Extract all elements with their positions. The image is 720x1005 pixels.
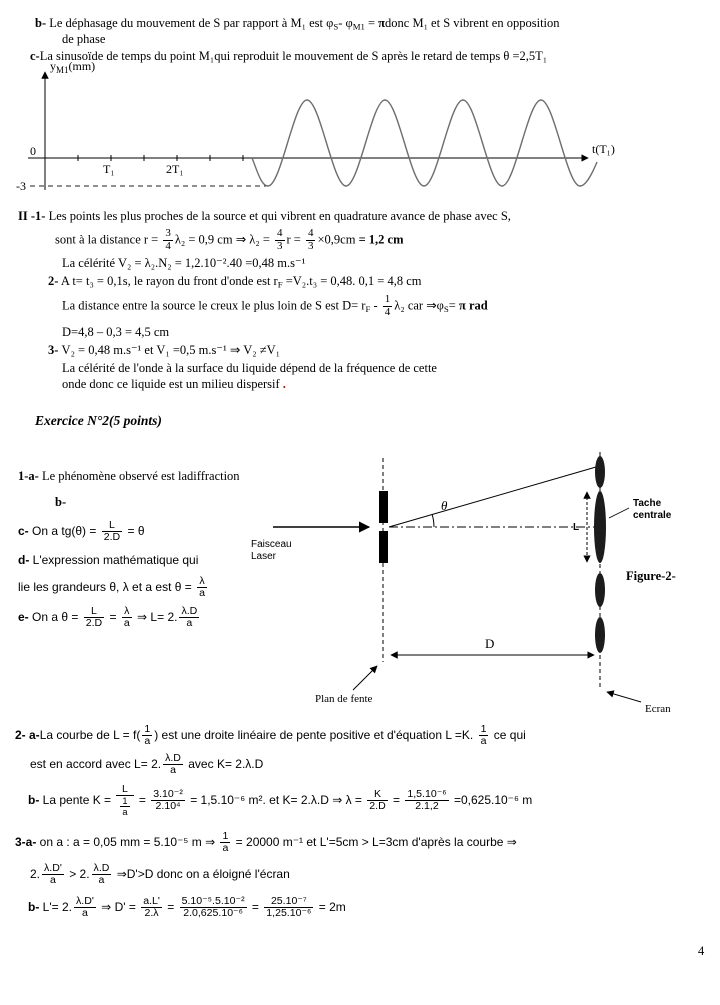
text-segment: 2- (48, 274, 59, 288)
ecran-label: Ecran (645, 703, 671, 715)
text-segment: = 2m (315, 900, 346, 915)
fraction-numerator: L (108, 519, 115, 531)
text-segment: 3- (48, 343, 62, 357)
fraction (179, 606, 199, 630)
text-segment: sont à la distance r = (55, 232, 162, 247)
fraction-numerator: 4 (307, 227, 314, 239)
text-segment: ×0,9cm (317, 232, 356, 247)
fraction (42, 863, 64, 887)
fraction-denominator: a (222, 842, 229, 855)
text-segment: A t= t₃ = 0,1s, le rayon du front d'onde est r (58, 274, 278, 288)
fraction-numerator: 3 (165, 227, 171, 239)
fraction-numerator: λ.D (165, 752, 181, 764)
diffraction-spot-lower-1 (595, 573, 605, 607)
figure-2-diffraction-diagram (243, 450, 710, 722)
text-segment: ⇒ L= 2. (133, 610, 178, 625)
text-segment: La pente K = (42, 792, 115, 807)
fraction-numerator: 1,5.10⁻⁶ (407, 787, 447, 800)
text-segment: M1 (352, 21, 365, 32)
line-3b (28, 896, 346, 920)
text-segment: La célérité de l'onde à la surface du liquide dépend de la fréquence de cette (62, 361, 437, 375)
fraction-numerator: 1 (122, 796, 128, 807)
fraction-denominator: 2.0,625.10⁻⁶ (180, 907, 247, 919)
fraction (122, 606, 132, 630)
text-segment: ⇒D'>D donc on a éloigné l'écran (113, 867, 290, 882)
fraction-denominator: a (144, 735, 151, 748)
fraction (163, 753, 183, 777)
fraction-denominator: 4 (165, 239, 171, 252)
text-segment: ⇒ D' = (97, 900, 140, 915)
text-segment: = (364, 16, 379, 30)
theta-label: θ (441, 498, 448, 513)
text-segment: La sinusoïde de temps du point M₁qui reproduit le mouvement de S après le retard de temps θ =2,5T₁ (39, 49, 548, 63)
text-segment: On a tg(θ) = (32, 524, 100, 539)
fraction (151, 789, 185, 813)
fraction-numerator: 4 (277, 227, 283, 239)
wave-curve (252, 100, 597, 186)
text-segment: La courbe de L = f( (39, 728, 141, 743)
fraction (141, 896, 162, 920)
fraction-numerator: 3.10⁻² (153, 787, 183, 800)
text-segment: L'= 2. (42, 900, 72, 915)
fraction (220, 831, 230, 855)
text-segment: =V₂.t₃ = 0,48. 0,1 = 4,8 cm (282, 274, 422, 288)
fraction-denominator: 2.10⁴ (151, 800, 185, 812)
fraction-denominator: 1,25.10⁻⁶ (266, 907, 312, 920)
text-segment: =0,625.10⁻⁶ m (450, 792, 533, 807)
text-segment: π rad (458, 298, 488, 313)
fraction-denominator: 2.D (369, 800, 386, 813)
slit-bar-top (379, 491, 388, 523)
line-b-dephasage (35, 16, 560, 33)
fraction-denominator: 2.1,2 (405, 800, 448, 812)
diffraction-spot-central (594, 491, 606, 563)
text-segment: c- (18, 524, 33, 539)
tache-pointer-line (609, 508, 629, 518)
fraction-denominator (116, 795, 133, 817)
text-segment: > 2. (65, 867, 90, 882)
fraction-numerator: λ (124, 605, 130, 617)
text-segment: r = (286, 232, 304, 247)
fraction-numerator: a.L' (143, 895, 160, 907)
fraction (92, 863, 112, 887)
text-segment: b- (35, 16, 50, 30)
text-segment: Le phénomène observé est ladiffraction (38, 469, 240, 483)
D-label: D (485, 636, 495, 651)
fraction (383, 294, 393, 319)
fraction-denominator: 3 (277, 239, 283, 252)
minus3-label: -3 (16, 179, 26, 193)
text-segment: on a : a = 0,05 mm = 5.10⁻⁵ m ⇒ (36, 835, 219, 850)
fraction-numerator: λ.D' (76, 895, 94, 907)
text-segment: Exercice N°2(5 points) (35, 413, 162, 428)
text-segment: de phase (62, 32, 106, 46)
L-label: L (573, 522, 580, 533)
text-segment: La célérité V₂ = λ₂.N₂ = 1,2.10⁻².40 =0,48 m.s⁻¹ (62, 256, 306, 270)
text-segment: b- (28, 900, 43, 915)
line-de-phase (62, 32, 105, 48)
text-segment: ce qui (490, 728, 526, 743)
fraction (306, 228, 316, 253)
fraction-numerator: 1 (480, 723, 487, 735)
page-number: 4 (698, 944, 705, 958)
line-3a (15, 831, 517, 855)
tick-label-t1: T₁ (103, 162, 115, 176)
plan-de-fente-arrow (353, 666, 377, 690)
faisceau-label-1: Faisceau (251, 539, 292, 550)
fraction (264, 896, 313, 920)
line-ii-1 (18, 209, 511, 225)
figure-2-caption: Figure-2- (626, 569, 676, 583)
fraction-denominator: 2.D (103, 531, 121, 544)
line-ii-1b (55, 228, 404, 253)
diffraction-spot-lower-2 (595, 617, 605, 653)
fraction-numerator: λ (199, 575, 205, 587)
line-ii-2c (62, 325, 169, 341)
fraction (116, 784, 133, 817)
text-segment: = 20000 m⁻¹ et L'=5cm > L=3cm d'après la courbe ⇒ (232, 835, 517, 850)
theta-angle-arc (432, 514, 434, 527)
text-segment: λ₂ car ⇒φ (394, 298, 444, 313)
text-segment: onde donc ce liquide est un milieu dispersif (62, 377, 283, 391)
y-axis-label: $y_{M1}(mm)$ (50, 59, 96, 75)
fraction-denominator: 2.λ (141, 907, 162, 919)
text-segment: ) est une droite linéaire de pente positive et d'équation L =K. (154, 728, 477, 743)
fraction-numerator: 1 (384, 293, 391, 305)
ecran-arrow (607, 692, 641, 702)
text-segment: donc M₁ et S vibrent en opposition (385, 16, 560, 30)
line-1c (18, 520, 145, 544)
text-segment: = (135, 792, 150, 807)
text-segment: . (282, 377, 286, 391)
plan-de-fente-label: Plan de fente (315, 693, 373, 705)
line-ii-3b (62, 361, 437, 377)
fraction (102, 520, 122, 544)
line-1a (18, 469, 240, 485)
text-segment: = (389, 792, 404, 807)
slit-bar-bottom (379, 531, 388, 563)
x-axis-label: t(T₁) (592, 142, 615, 156)
text-segment: λ₂ = 0,9 cm ⇒ λ₂ = (174, 232, 274, 247)
fraction (142, 724, 152, 748)
fraction (84, 606, 104, 630)
fraction (367, 789, 387, 813)
tick-label-2t1: 2T₁ (166, 162, 184, 176)
text-segment: 2. (30, 867, 41, 882)
text-segment: La distance entre la source le creux le plus loin de S est D= r (62, 298, 366, 313)
text-segment: = (448, 298, 459, 313)
text-segment: 3-a- (15, 835, 37, 850)
text-segment: 2- a- (15, 728, 40, 743)
fraction-denominator: a (74, 907, 96, 919)
fraction-denominator: a (42, 874, 64, 886)
fraction-numerator: L (90, 605, 97, 617)
heading-exercice-2 (35, 413, 162, 430)
line-ii-2 (48, 274, 421, 291)
fraction (120, 796, 129, 817)
line-1e (18, 606, 201, 630)
fraction-denominator: 3 (307, 239, 314, 252)
fraction-numerator: K (373, 787, 382, 800)
line-1d (18, 553, 198, 568)
fraction-denominator: a (480, 735, 487, 748)
text-segment: - φ (338, 16, 353, 30)
diffraction-angle-line (389, 467, 596, 527)
fraction-denominator: a (92, 874, 112, 886)
fraction-denominator: a (179, 617, 199, 629)
fraction-numerator: 5.10⁻⁵.5.10⁻² (181, 895, 245, 907)
fraction-numerator: 1 (222, 830, 229, 842)
tache-centrale-label-1: Tache (633, 498, 662, 509)
fraction (163, 228, 173, 253)
fraction-numerator: 1 (144, 723, 151, 735)
line-2a (15, 724, 526, 748)
text-segment: - (370, 298, 381, 313)
fraction-numerator: λ.D' (44, 862, 62, 874)
text-segment: S (443, 303, 449, 314)
text-segment: F (365, 303, 371, 314)
fraction-denominator: a (123, 617, 130, 630)
text-segment: e- (18, 610, 33, 625)
origin-label: 0 (30, 144, 36, 158)
text-segment: On a θ = (32, 610, 82, 625)
text-segment: = (248, 900, 263, 915)
tache-centrale-label-2: centrale (633, 510, 672, 521)
text-segment: = (106, 610, 120, 625)
diffraction-spot-top (595, 456, 605, 488)
text-segment: = 1,5.10⁻⁶ m². et K= 2.λ.D ⇒ λ = (186, 792, 366, 807)
text-segment: b- (28, 792, 43, 807)
text-segment: lie les grandeurs θ, λ et a est θ = (18, 580, 196, 595)
line-1b (55, 495, 66, 511)
text-segment: c- (30, 49, 40, 63)
text-segment: 1-a- (18, 469, 39, 483)
figure-1-sinusoid-graph (0, 58, 640, 208)
line-3a2 (30, 863, 290, 887)
line-1d2 (18, 576, 209, 600)
line-2a2 (30, 753, 263, 777)
line-ii-3c (62, 377, 286, 393)
line-ii-3 (48, 343, 280, 359)
text-segment: = 1,2 cm (355, 232, 404, 247)
fraction-numerator: L (122, 783, 128, 795)
fraction (479, 724, 489, 748)
fraction (275, 228, 285, 253)
fraction (180, 896, 247, 920)
fraction-denominator: 4 (384, 305, 391, 318)
line-2b (28, 784, 532, 817)
text-segment: b- (55, 495, 67, 509)
text-segment: II -1- (18, 209, 46, 223)
text-segment: est en accord avec L= 2. (30, 757, 162, 772)
text-segment: S (333, 21, 339, 32)
text-segment: π (378, 16, 386, 30)
text-segment: D=4,8 – 0,3 = 4,5 cm (62, 325, 170, 339)
fraction (74, 896, 96, 920)
text-segment: = (163, 900, 178, 915)
fraction-denominator: a (163, 764, 183, 776)
fraction-denominator: a (199, 587, 205, 600)
fraction (197, 576, 207, 600)
fraction-denominator: 2.D (85, 617, 103, 630)
fraction-numerator: 25.10⁻⁷ (270, 895, 307, 907)
text-segment: F (277, 279, 283, 290)
fraction-numerator: λ.D (93, 862, 110, 874)
text-segment: Les points les plus proches de la source et qui vibrent en quadrature avance de phase avec S, (45, 209, 511, 223)
fraction (405, 789, 448, 813)
line-celerite-v2 (62, 256, 305, 272)
faisceau-label-2: Laser (251, 551, 277, 562)
text-segment: L'expression mathématique qui (32, 553, 199, 567)
text-segment: V₂ = 0,48 m.s⁻¹ et V₁ =0,5 m.s⁻¹ ⇒ V₂ ≠V₁ (61, 343, 280, 357)
text-segment: = θ (124, 524, 145, 539)
line-ii-2b (62, 294, 488, 319)
fraction-numerator: λ.D (181, 605, 198, 617)
fraction-denominator: a (122, 807, 128, 818)
text-segment: Le déphasage du mouvement de S par rapport à M₁ est φ (49, 16, 334, 30)
text-segment: d- (18, 553, 33, 567)
text-segment: avec K= 2.λ.D (184, 757, 264, 772)
